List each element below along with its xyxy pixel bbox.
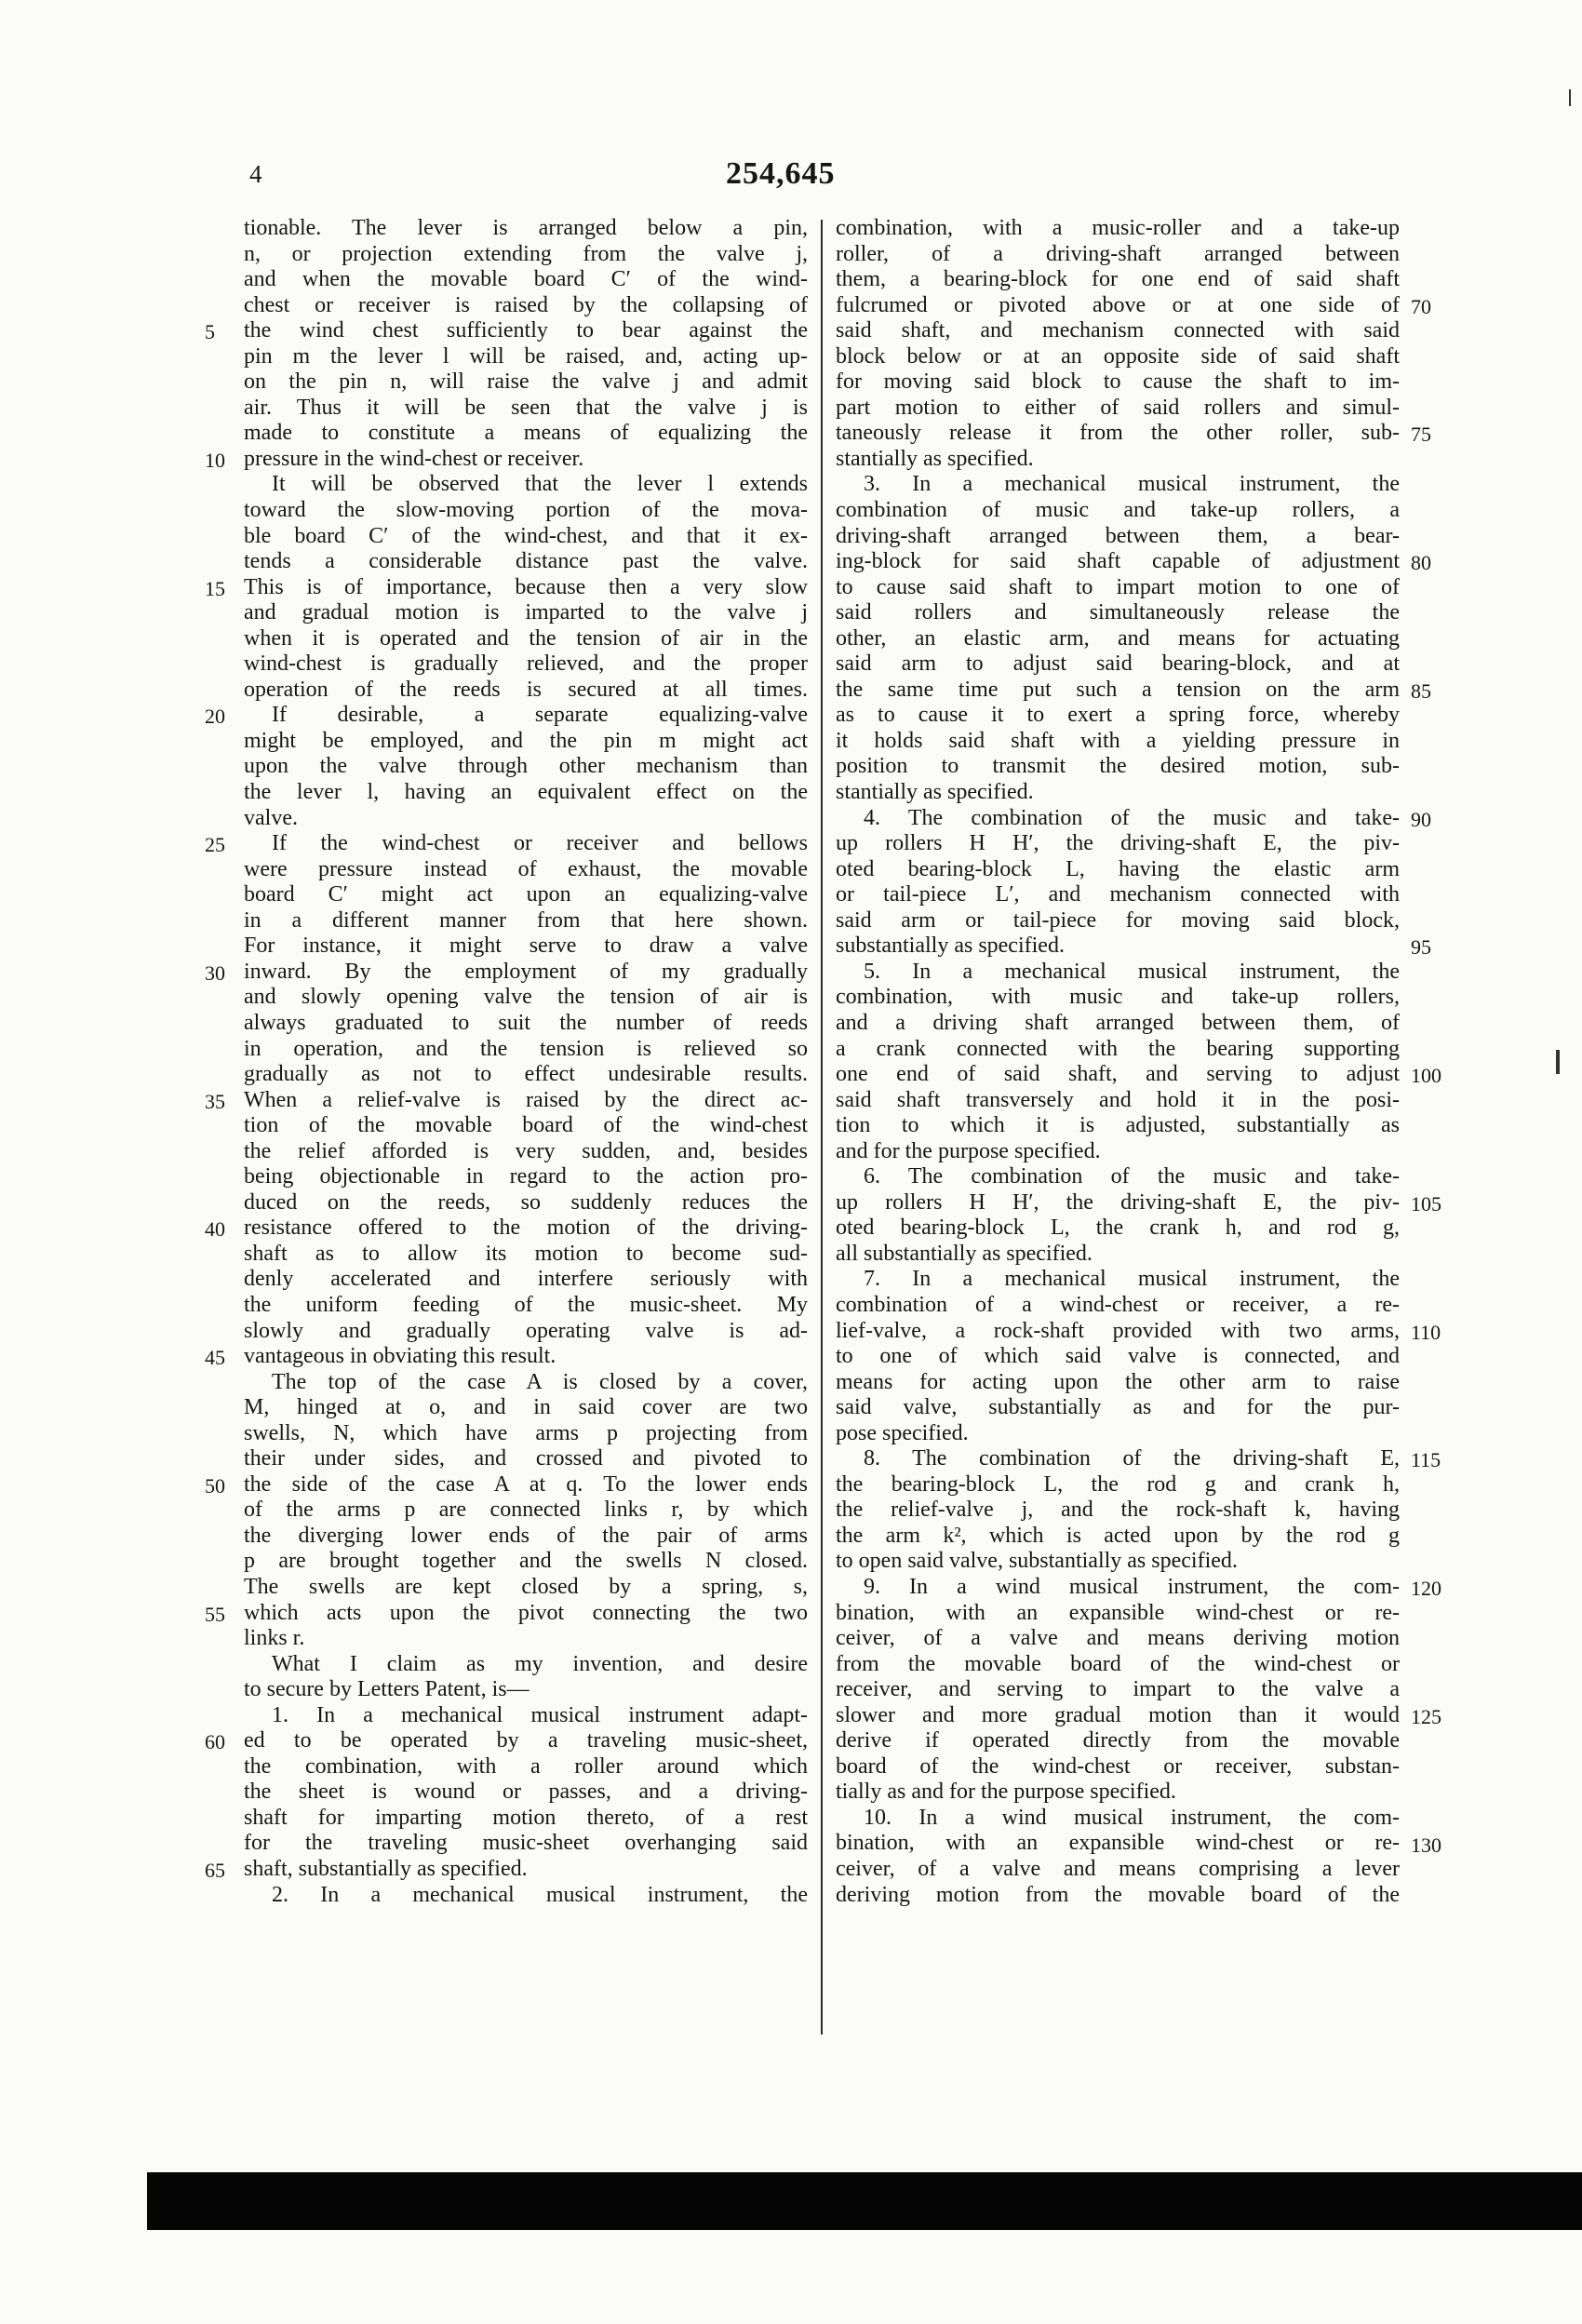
right-text-line: the arm k², which is acted upon by the rod g bbox=[836, 1523, 1400, 1548]
left-text-line: ed to be operated by a traveling music-sheet, bbox=[244, 1728, 808, 1753]
line-number: 30 bbox=[205, 960, 225, 985]
left-text-line: when it is operated and the tension of air in the bbox=[244, 625, 808, 651]
line-number: 50 bbox=[205, 1473, 225, 1498]
right-text-line: one end of said shaft, and serving to adjust bbox=[836, 1062, 1400, 1087]
line-number: 5 bbox=[205, 320, 215, 344]
right-text-line: 6. The combination of the music and take- bbox=[864, 1164, 1400, 1189]
right-text-line: tially as and for the purpose specified. bbox=[836, 1780, 1176, 1805]
right-text-line: the relief-valve j, and the rock-shaft k, having bbox=[836, 1498, 1400, 1523]
left-text-line: made to constitute a means of equalizing the bbox=[244, 421, 808, 446]
left-text-line: tends a considerable distance past the valve. bbox=[244, 549, 808, 574]
line-number: 110 bbox=[1411, 1320, 1441, 1344]
right-text-line: stantially as specified. bbox=[836, 780, 1034, 805]
right-text-line: up rollers H H′, the driving-shaft E, the piv- bbox=[836, 1189, 1400, 1215]
line-number: 90 bbox=[1411, 807, 1431, 831]
left-text-line: and slowly opening valve the tension of air is bbox=[244, 985, 808, 1010]
line-number: 125 bbox=[1411, 1704, 1441, 1728]
right-text-line: board of the wind-chest or receiver, substan- bbox=[836, 1753, 1400, 1779]
line-number: 70 bbox=[1411, 294, 1431, 318]
right-text-line: said shaft, and mechanism connected with said bbox=[836, 318, 1400, 343]
left-text-line: The top of the case A is closed by a cover, bbox=[272, 1369, 808, 1394]
right-text-line: said arm to adjust said bearing-block, and at bbox=[836, 652, 1400, 677]
right-text-line: block below or at an opposite side of said shaft bbox=[836, 343, 1400, 369]
left-text-line: valve. bbox=[244, 805, 298, 830]
right-text-line: driving-shaft arranged between them, a bear- bbox=[836, 523, 1400, 548]
right-text-line: and a driving shaft arranged between them, of bbox=[836, 1010, 1400, 1035]
left-text-line: 1. In a mechanical musical instrument adapt- bbox=[272, 1702, 808, 1727]
line-number: 85 bbox=[1411, 678, 1431, 703]
right-text-line: 3. In a mechanical musical instrument, the bbox=[864, 472, 1400, 497]
right-text-line: receiver, and serving to impart to the valve a bbox=[836, 1677, 1400, 1702]
scan-edge-bar bbox=[147, 2172, 1582, 2230]
left-text-line: which acts upon the pivot connecting the two bbox=[244, 1600, 808, 1625]
patent-number: 254,645 bbox=[726, 156, 836, 191]
line-number: 115 bbox=[1411, 1448, 1441, 1472]
right-text-line: as to cause it to exert a spring force, whereby bbox=[836, 703, 1400, 728]
scan-speck bbox=[1569, 89, 1571, 106]
left-text-line: If desirable, a separate equalizing-valve bbox=[272, 703, 808, 728]
line-number: 10 bbox=[205, 448, 225, 472]
line-number: 25 bbox=[205, 833, 225, 857]
line-number: 45 bbox=[205, 1346, 225, 1370]
right-text-column bbox=[836, 216, 1400, 1908]
page-number: 4 bbox=[249, 160, 262, 188]
right-text-line: said arm or tail-piece for moving said block, bbox=[836, 907, 1400, 933]
right-text-line: them, a bearing-block for one end of said shaft bbox=[836, 267, 1400, 292]
left-text-line: slowly and gradually operating valve is ad- bbox=[244, 1318, 808, 1343]
left-text-line: the relief afforded is very sudden, and, besides bbox=[244, 1138, 808, 1163]
line-number: 75 bbox=[1411, 423, 1431, 447]
line-number: 20 bbox=[205, 705, 225, 729]
right-text-line: deriving motion from the movable board of the bbox=[836, 1882, 1400, 1907]
left-text-line: for the traveling music-sheet overhanging said bbox=[244, 1831, 808, 1856]
left-text-line: denly accelerated and interfere seriously with bbox=[244, 1267, 808, 1292]
left-text-line: shaft for imparting motion thereto, of a rest bbox=[244, 1805, 808, 1830]
left-text-line: upon the valve through other mechanism than bbox=[244, 754, 808, 779]
left-text-line: p are brought together and the swells N closed. bbox=[244, 1549, 808, 1574]
left-text-line: tionable. The lever is arranged below a pin, bbox=[244, 216, 808, 240]
line-number: 130 bbox=[1411, 1833, 1441, 1857]
left-text-line: board C′ might act upon an equalizing-valve bbox=[244, 882, 808, 907]
right-text-line: 9. In a wind musical instrument, the com- bbox=[864, 1574, 1400, 1599]
line-number: 80 bbox=[1411, 551, 1431, 575]
left-text-line: the sheet is wound or passes, and a driving- bbox=[244, 1780, 808, 1805]
right-text-line: bination, with an expansible wind-chest or re- bbox=[836, 1831, 1400, 1856]
right-text-line: combination, with a music-roller and a take-up bbox=[836, 216, 1400, 240]
right-text-line: fulcrumed or pivoted above or at one side of bbox=[836, 292, 1400, 317]
left-text-line: M, hinged at o, and in said cover are two bbox=[244, 1395, 808, 1420]
right-text-line: 7. In a mechanical musical instrument, the bbox=[864, 1267, 1400, 1292]
line-number: 55 bbox=[205, 1602, 225, 1626]
right-text-line: said shaft transversely and hold it in the posi- bbox=[836, 1087, 1400, 1112]
right-text-line: said valve, substantially as and for the pur- bbox=[836, 1395, 1400, 1420]
left-text-line: When a relief-valve is raised by the direct ac- bbox=[244, 1087, 808, 1112]
right-text-line: ing-block for said shaft capable of adjustment bbox=[836, 549, 1400, 574]
left-text-line: shaft, substantially as specified. bbox=[244, 1857, 528, 1881]
line-number: 100 bbox=[1411, 1064, 1441, 1088]
left-text-line: links r. bbox=[244, 1626, 305, 1651]
left-text-line: the combination, with a roller around which bbox=[244, 1753, 808, 1779]
line-number: 60 bbox=[205, 1730, 225, 1754]
left-text-line: gradually as not to effect undesirable results. bbox=[244, 1062, 808, 1087]
column-divider bbox=[821, 220, 823, 2035]
right-text-line: from the movable board of the wind-chest or bbox=[836, 1651, 1400, 1676]
right-text-line: slower and more gradual motion than it would bbox=[836, 1702, 1400, 1727]
right-text-line: to open said valve, substantially as specified. bbox=[836, 1549, 1238, 1574]
right-text-line: 4. The combination of the music and take- bbox=[864, 805, 1400, 830]
right-text-line: ceiver, of a valve and means comprising a lever bbox=[836, 1857, 1400, 1881]
right-text-line: for moving said block to cause the shaft to im- bbox=[836, 369, 1400, 395]
left-text-line: might be employed, and the pin m might act bbox=[244, 728, 808, 753]
right-text-line: the bearing-block L, the rod g and crank h, bbox=[836, 1471, 1400, 1497]
left-text-line: being objectionable in regard to the action pro- bbox=[244, 1164, 808, 1189]
line-number: 15 bbox=[205, 576, 225, 600]
left-text-line: the diverging lower ends of the pair of arms bbox=[244, 1523, 808, 1548]
left-text-line: operation of the reeds is secured at all times. bbox=[244, 677, 808, 702]
left-text-line: always graduated to suit the number of reeds bbox=[244, 1010, 808, 1035]
right-text-line: other, an elastic arm, and means for actuating bbox=[836, 625, 1400, 651]
left-text-line: tion of the movable board of the wind-chest bbox=[244, 1113, 808, 1138]
right-text-line: bination, with an expansible wind-chest or re- bbox=[836, 1600, 1400, 1625]
right-text-line: it holds said shaft with a yielding pressure in bbox=[836, 728, 1400, 753]
left-text-line: the side of the case A at q. To the lower ends bbox=[244, 1471, 808, 1497]
right-text-line: oted bearing-block L, having the elastic arm bbox=[836, 856, 1400, 881]
left-text-line: in a different manner from that here shown. bbox=[244, 907, 808, 933]
right-text-line: ceiver, of a valve and means deriving motion bbox=[836, 1626, 1400, 1651]
line-number: 105 bbox=[1411, 1191, 1441, 1216]
left-text-line: ble board C′ of the wind-chest, and that it ex- bbox=[244, 523, 808, 548]
left-text-line: toward the slow-moving portion of the mova- bbox=[244, 498, 808, 523]
right-text-line: lief-valve, a rock-shaft provided with two arms, bbox=[836, 1318, 1400, 1343]
right-text-line: derive if operated directly from the movable bbox=[836, 1728, 1400, 1753]
line-number: 65 bbox=[205, 1859, 225, 1883]
left-text-line: were pressure instead of exhaust, the movable bbox=[244, 856, 808, 881]
left-text-line: wind-chest is gradually relieved, and the proper bbox=[244, 652, 808, 677]
left-text-line: What I claim as my invention, and desire bbox=[272, 1651, 808, 1676]
right-text-line: position to transmit the desired motion, sub- bbox=[836, 754, 1400, 779]
left-text-line: For instance, it might serve to draw a valve bbox=[244, 934, 808, 959]
left-text-line: It will be observed that the lever l extends bbox=[272, 472, 808, 497]
line-number: 35 bbox=[205, 1089, 225, 1113]
right-text-line: and for the purpose specified. bbox=[836, 1138, 1101, 1163]
right-text-line: tion to which it is adjusted, substantially as bbox=[836, 1113, 1400, 1138]
left-text-line: vantageous in obviating this result. bbox=[244, 1344, 556, 1369]
right-text-line: taneously release it from the other roller, sub- bbox=[836, 421, 1400, 446]
line-number: 120 bbox=[1411, 1577, 1441, 1601]
scan-speck bbox=[1556, 1050, 1560, 1074]
right-text-line: means for acting upon the other arm to raise bbox=[836, 1369, 1400, 1394]
right-text-line: said rollers and simultaneously release the bbox=[836, 600, 1400, 625]
left-text-line: the lever l, having an equivalent effect on the bbox=[244, 780, 808, 805]
right-text-line: to one of which said valve is connected, and bbox=[836, 1344, 1400, 1369]
right-text-line: the same time put such a tension on the arm bbox=[836, 677, 1400, 702]
left-text-line: duced on the reeds, so suddenly reduces the bbox=[244, 1189, 808, 1215]
line-number: 40 bbox=[205, 1217, 225, 1242]
left-text-line: n, or projection extending from the valve j, bbox=[244, 241, 808, 266]
left-text-column bbox=[244, 216, 808, 1908]
right-text-line: 8. The combination of the driving-shaft E, bbox=[864, 1446, 1400, 1471]
left-text-line: If the wind-chest or receiver and bellows bbox=[272, 831, 808, 856]
left-text-line: and gradual motion is imparted to the valve j bbox=[244, 600, 808, 625]
right-text-line: roller, of a driving-shaft arranged between bbox=[836, 241, 1400, 266]
left-text-line: the wind chest sufficiently to bear against the bbox=[244, 318, 808, 343]
left-text-line: inward. By the employment of my gradually bbox=[244, 959, 808, 984]
left-text-line: in operation, and the tension is relieved so bbox=[244, 1036, 808, 1061]
right-text-line: oted bearing-block L, the crank h, and rod g, bbox=[836, 1216, 1400, 1241]
left-text-line: to secure by Letters Patent, is— bbox=[244, 1677, 530, 1702]
right-text-line: combination, with music and take-up rollers, bbox=[836, 985, 1400, 1010]
left-text-line: air. Thus it will be seen that the valve j is bbox=[244, 395, 808, 420]
left-text-line: and when the movable board C′ of the wind- bbox=[244, 267, 808, 292]
left-text-line: resistance offered to the motion of the driving- bbox=[244, 1216, 808, 1241]
right-text-line: a crank connected with the bearing supporting bbox=[836, 1036, 1400, 1061]
left-text-line: the uniform feeding of the music-sheet. My bbox=[244, 1292, 808, 1317]
left-text-line: 2. In a mechanical musical instrument, the bbox=[272, 1882, 808, 1907]
left-text-line: on the pin n, will raise the valve j and admit bbox=[244, 369, 808, 395]
right-text-line: pose specified. bbox=[836, 1420, 969, 1445]
left-text-line: their under sides, and crossed and pivoted to bbox=[244, 1446, 808, 1471]
left-text-line: chest or receiver is raised by the collapsing of bbox=[244, 292, 808, 317]
line-number: 95 bbox=[1411, 935, 1431, 960]
right-text-line: part motion to either of said rollers and simul- bbox=[836, 395, 1400, 420]
right-text-line: 5. In a mechanical musical instrument, the bbox=[864, 959, 1400, 984]
right-text-line: up rollers H H′, the driving-shaft E, the piv- bbox=[836, 831, 1400, 856]
left-text-line: pressure in the wind-chest or receiver. bbox=[244, 446, 584, 471]
right-text-line: 10. In a wind musical instrument, the com- bbox=[864, 1805, 1400, 1830]
right-text-line: combination of a wind-chest or receiver, a re- bbox=[836, 1292, 1400, 1317]
right-text-line: stantially as specified. bbox=[836, 446, 1034, 471]
left-text-line: of the arms p are connected links r, by which bbox=[244, 1498, 808, 1523]
left-text-line: This is of importance, because then a very slow bbox=[244, 574, 808, 599]
left-text-line: swells, N, which have arms p projecting from bbox=[244, 1420, 808, 1445]
right-text-line: substantially as specified. bbox=[836, 934, 1065, 959]
left-text-line: The swells are kept closed by a spring, s, bbox=[244, 1574, 808, 1599]
right-text-line: all substantially as specified. bbox=[836, 1241, 1093, 1266]
right-text-line: to cause said shaft to impart motion to one of bbox=[836, 574, 1400, 599]
left-text-line: pin m the lever l will be raised, and, acting up- bbox=[244, 343, 808, 369]
right-text-line: or tail-piece L′, and mechanism connected with bbox=[836, 882, 1400, 907]
left-text-line: shaft as to allow its motion to become sud- bbox=[244, 1241, 808, 1266]
right-text-line: combination of music and take-up rollers, a bbox=[836, 498, 1400, 523]
